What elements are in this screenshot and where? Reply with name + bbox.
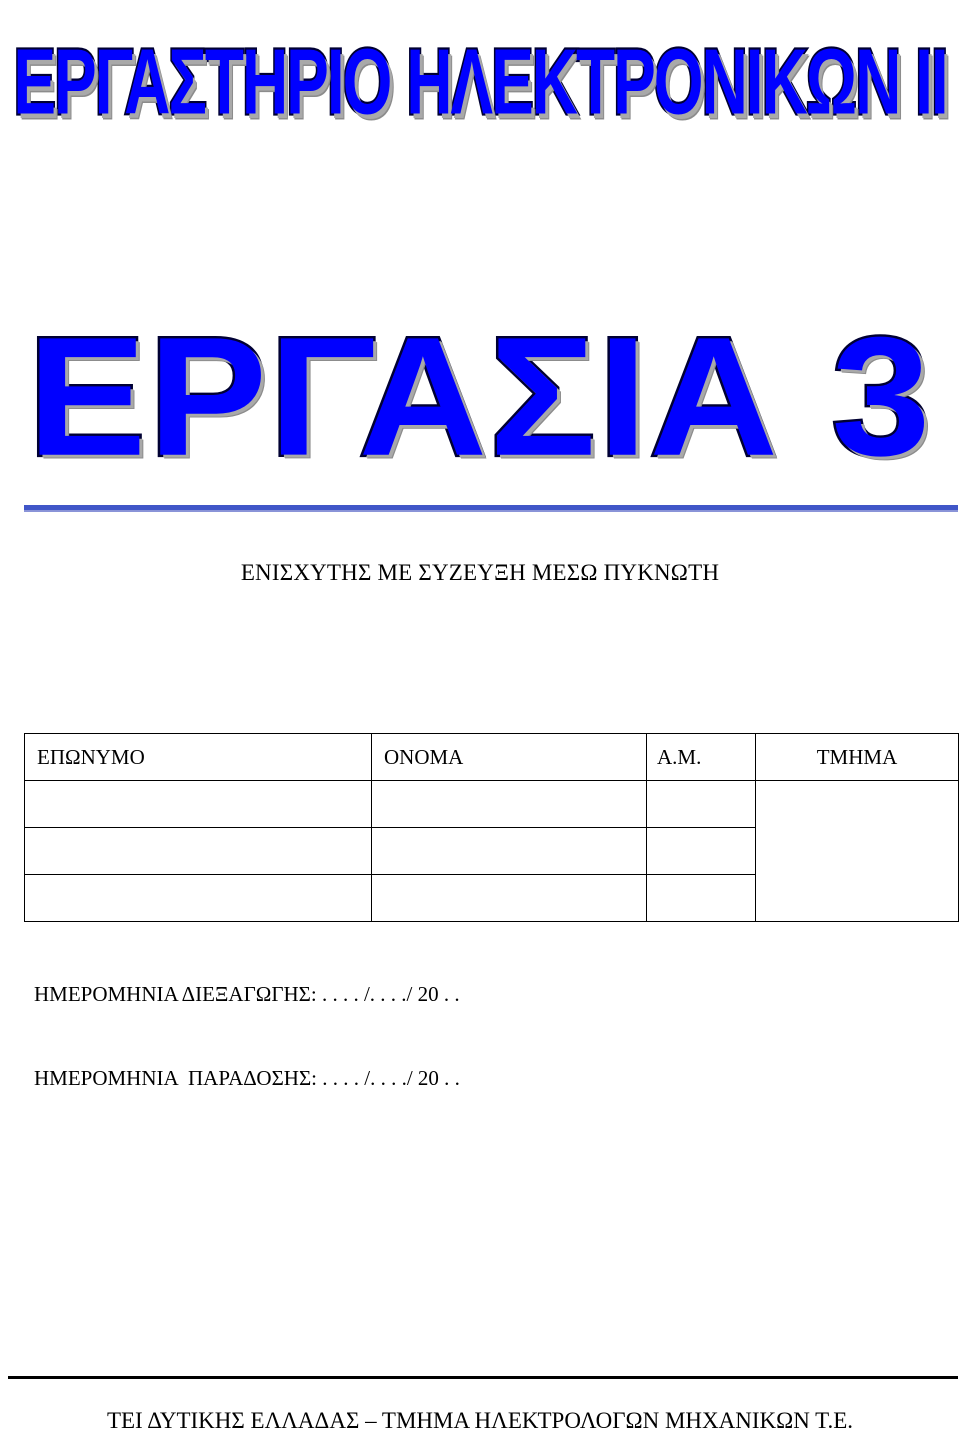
cell-name[interactable] — [372, 781, 647, 828]
cell-name[interactable] — [372, 828, 647, 875]
execution-date-line: ΗΜΕΡΟΜΗΝΙΑ ΔΙΕΞΑΓΩΓΗΣ: . . . . /. . . ./ 20 . . — [34, 982, 460, 1006]
cell-surname[interactable] — [25, 781, 372, 828]
cell-registration-number[interactable] — [647, 875, 756, 922]
delivery-date-line: ΗΜΕΡΟΜΗΝΙΑ ΠΑΡΑΔΟΣΗΣ: . . . . /. . . ./ 20 . . — [34, 1066, 460, 1090]
cell-name[interactable] — [372, 875, 647, 922]
column-header-registration-number: Α.Μ. — [647, 734, 756, 781]
assignment-subject: ΕΝΙΣΧΥΤΗΣ ΜΕ ΣΥΖΕΥΞΗ ΜΕΣΩ ΠΥΚΝΩΤΗ — [240, 560, 720, 585]
title-divider — [24, 505, 958, 512]
cell-surname[interactable] — [25, 828, 372, 875]
student-info-table — [24, 733, 959, 922]
column-header-name: ΟΝΟΜΑ — [372, 734, 647, 781]
column-header-department: ΤΜΗΜΑ — [756, 734, 959, 781]
cell-surname[interactable] — [25, 875, 372, 922]
table-header-row — [25, 734, 959, 781]
lab-title: ΕΡΓΑΣΤΗΡΙΟ ΗΛΕΚΤΡΟΝΙΚΩΝ ΙΙ — [13, 29, 947, 134]
footer-institution: ΤΕΙ ΔΥΤΙΚΗΣ ΕΛΛΑΔΑΣ – ΤΜΗΜΑ ΗΛΕΚΤΡΟΛΟΓΩΝ ΜΗΧΑΝΙΚΩΝ Τ.Ε. — [106, 1408, 854, 1433]
cell-registration-number[interactable] — [647, 781, 756, 828]
cell-registration-number[interactable] — [647, 828, 756, 875]
table-row — [25, 781, 959, 828]
column-header-surname: ΕΠΩΝΥΜΟ — [25, 734, 372, 781]
cell-department[interactable] — [756, 781, 959, 922]
footer-divider — [8, 1376, 958, 1379]
assignment-title: ΕΡΓΑΣΙΑ 3 — [27, 301, 933, 491]
